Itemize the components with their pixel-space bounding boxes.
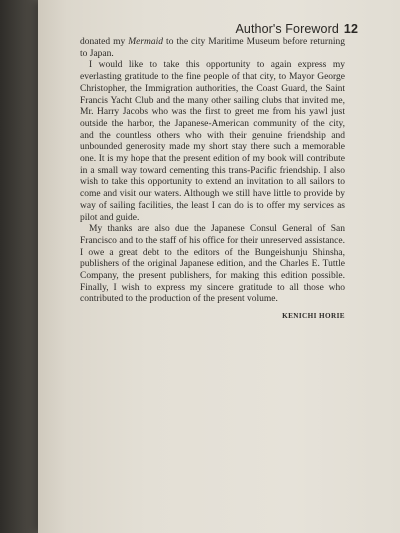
foreword-body: [80, 37, 345, 323]
book-page: [38, 0, 400, 533]
chapter-title: Author's Foreword: [235, 22, 339, 36]
paragraph-2: I would like to take this opportunity to again express my everlasting gratitude to the fine people of that city, to Mayor George Christopher, the Immigration authorities, the Coast Guard, the Saint Francis Yacht Club and the many other sailing clubs that invited me, Mr. Harry Jacobs who was the first to greet me from his yawl just outside the harbor, the Japanese-American community of the city, and the countless others who with their genuine friendship and unbounded generosity made my short stay there such a memorable one. It is my hope that the present edition of my book will contribute in a small way toward cementing this trans-Pacific friendship. I also wish to take this opportunity to extend an invitation to all sailors to come and visit our waters. Although we still have little to provide by way of sailing facilities, the least I can do is to offer my services as pilot and guide.: [80, 60, 345, 223]
paragraph-3: My thanks are also due the Japanese Consul General of San Francisco and to the staff of his office for their unreserved assistance. I owe a great debt to the editors of the Bungeishunju Shinsha, publishers of the original Japanese edition, and the Charles E. Tuttle Company, the present publishers, for making this edition possible. Finally, I wish to express my sincere gratitude to all those who contributed to the production of the present volume.: [80, 224, 345, 305]
running-header: [38, 22, 358, 37]
boat-name: Mermaid: [128, 37, 164, 47]
paragraph-1-before: donated my: [80, 37, 129, 47]
page-number: 12: [343, 22, 358, 36]
author-signature: KENICHI HORIE: [282, 312, 345, 321]
paragraph-1-after: to the city Maritime Museum before returning to Japan.: [80, 37, 345, 59]
paragraph-1: [80, 37, 345, 60]
